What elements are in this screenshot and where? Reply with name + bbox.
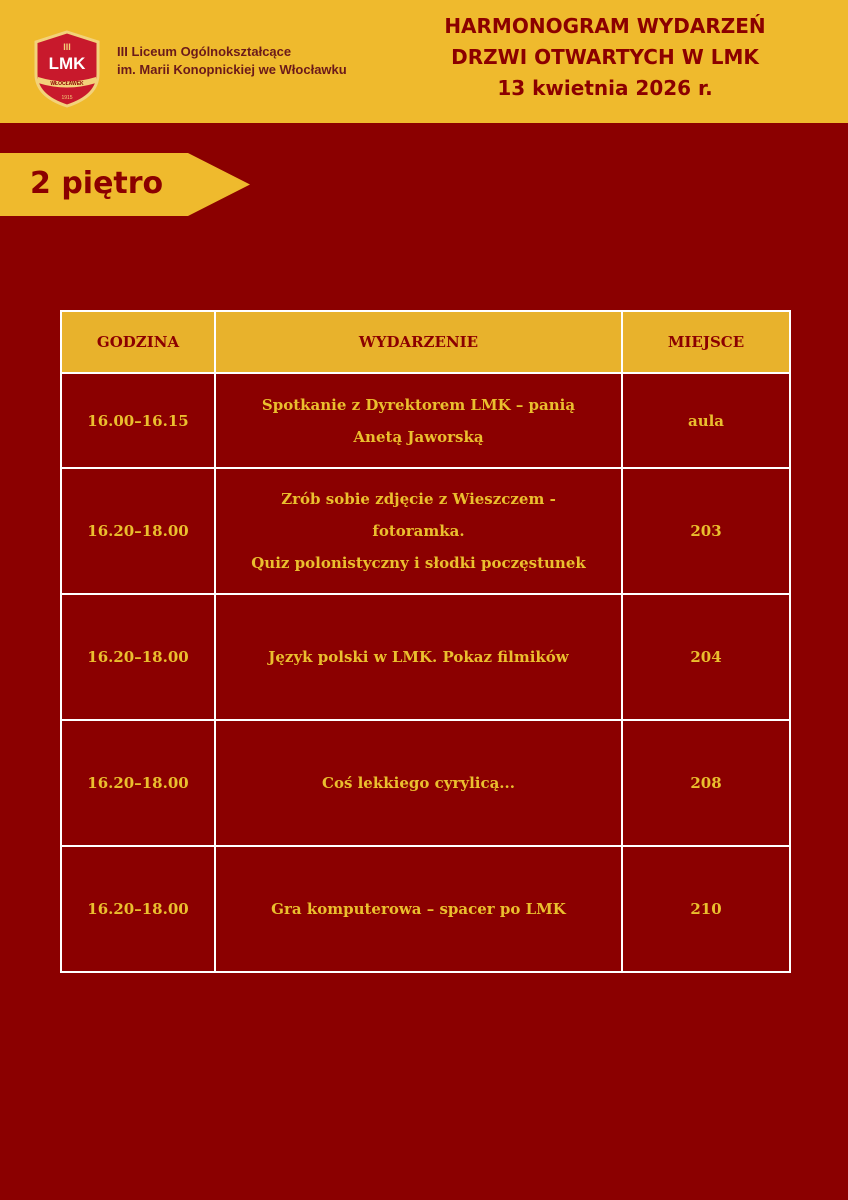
event-line: Coś lekkiego cyrylicą... bbox=[322, 774, 515, 792]
cell-time: 16.20–18.00 bbox=[61, 720, 215, 846]
header-place: MIEJSCE bbox=[622, 311, 790, 373]
table-row bbox=[61, 594, 790, 720]
cell-place: 204 bbox=[622, 594, 790, 720]
cell-place: 203 bbox=[622, 468, 790, 594]
table-row bbox=[61, 720, 790, 846]
cell-place: aula bbox=[622, 373, 790, 468]
school-name-line2: im. Marii Konopnickiej we Włocławku bbox=[117, 62, 347, 77]
cell-time: 16.00–16.15 bbox=[61, 373, 215, 468]
page-title bbox=[405, 11, 805, 104]
event-line: Język polski w LMK. Pokaz filmików bbox=[268, 648, 569, 666]
cell-event bbox=[215, 373, 622, 468]
title-line2: DRZWI OTWARTYCH W LMK bbox=[451, 45, 759, 69]
header-event: WYDARZENIE bbox=[215, 311, 622, 373]
cell-place: 208 bbox=[622, 720, 790, 846]
cell-event bbox=[215, 846, 622, 972]
title-line1: HARMONOGRAM WYDARZEŃ bbox=[444, 14, 766, 38]
logo-year: 1915 bbox=[61, 95, 73, 101]
logo-numeral: III bbox=[63, 42, 71, 52]
event-line: Quiz polonistyczny i słodki poczęstunek bbox=[251, 554, 586, 572]
school-name-line1: III Liceum Ogólnokształcące bbox=[117, 44, 292, 59]
event-line: fotoramka. bbox=[372, 522, 465, 540]
table-header-row bbox=[61, 311, 790, 373]
header-time: GODZINA bbox=[61, 311, 215, 373]
schedule-table bbox=[60, 310, 791, 973]
cell-event bbox=[215, 720, 622, 846]
floor-label: 2 piętro bbox=[30, 166, 164, 201]
school-name bbox=[117, 43, 347, 79]
school-logo bbox=[32, 30, 102, 108]
cell-time: 16.20–18.00 bbox=[61, 468, 215, 594]
event-line: Anetą Jaworską bbox=[353, 427, 484, 446]
logo-text: LMK bbox=[48, 54, 86, 73]
event-line: Spotkanie z Dyrektorem LMK – panią bbox=[261, 395, 576, 414]
title-line3: 13 kwietnia 2026 r. bbox=[497, 76, 713, 100]
table-row bbox=[61, 468, 790, 594]
cell-event bbox=[215, 468, 622, 594]
logo-city: WŁOCŁAWEK bbox=[50, 81, 84, 87]
cell-time: 16.20–18.00 bbox=[61, 846, 215, 972]
event-line: Gra komputerowa – spacer po LMK bbox=[271, 900, 566, 918]
table-row bbox=[61, 373, 790, 468]
table-row bbox=[61, 846, 790, 972]
header-banner bbox=[0, 0, 848, 123]
cell-event bbox=[215, 594, 622, 720]
event-line: Zrób sobie zdjęcie z Wieszczem - bbox=[281, 490, 556, 508]
cell-place: 210 bbox=[622, 846, 790, 972]
cell-time: 16.20–18.00 bbox=[61, 594, 215, 720]
